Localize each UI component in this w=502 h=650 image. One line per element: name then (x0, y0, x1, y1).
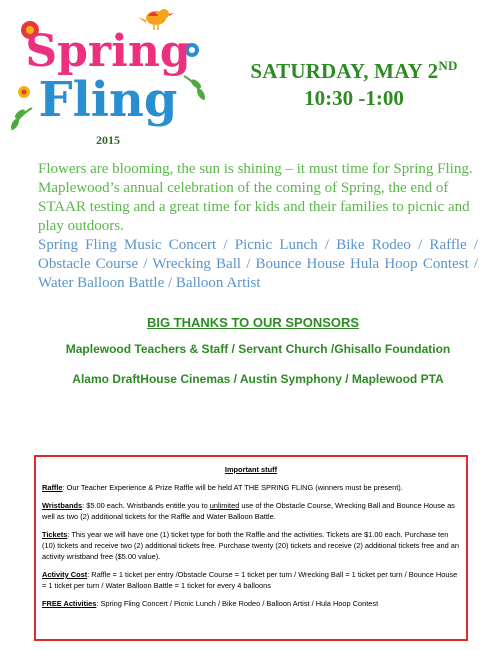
raffle-label: Raffle (42, 483, 63, 492)
logo-graphic (8, 4, 208, 154)
free-activities-text: : Spring Fling Concert / Picnic Lunch / Bike Rodeo / Balloon Artist / Hula Hoop Contest (96, 599, 379, 608)
intro-paragraph: Flowers are blooming, the sun is shining – it must time for Spring Fling. Maplewood’s annual celebration of the coming of Spring, the end of STAAR testing and a great time for kids and their families to picnic and play outdoors. (38, 161, 473, 234)
sponsors-heading: BIG THANKS TO OUR SPONSORS (146, 315, 360, 330)
activity-cost-paragraph (42, 569, 460, 591)
wristbands-unlimited: unlimited (209, 501, 240, 510)
activities-list: Spring Fling Music Concert / Picnic Lunch / Bike Rodeo / Raffle / Obstacle Course / Wrecking Ball / Bounce House Hula Hoop Contest / Water Balloon Battle / Balloon Artist (38, 237, 478, 291)
tickets-text: : This year we will have one (1) ticket type for both the Raffle and the activities. Tickets are $1.00 each. Purchase ten (10) tickets and receive two (2) additional tickets free. Purchase twenty (20) tickets and receive (2) additional tickets free and an activity wristband free ($5.00 value). (42, 530, 459, 561)
wristbands-label: Wristbands (42, 501, 83, 510)
spring-fling-logo (8, 4, 208, 154)
important-title: Important stuff (224, 465, 278, 474)
logo-word-spring: Spring (25, 26, 191, 77)
important-info-box (34, 455, 468, 641)
logo-word-fling: Fling (38, 72, 178, 128)
sponsors-line-2: Alamo DraftHouse Cinemas / Austin Symphony / Maplewood PTA (72, 372, 444, 386)
event-time: 10:30 -1:00 (304, 86, 404, 110)
event-date-main: SATURDAY, MAY 2 (250, 59, 439, 83)
event-date (214, 58, 494, 84)
activity-cost-label: Activity Cost (42, 570, 88, 579)
logo-year: 2015 (96, 133, 120, 147)
sponsors-line-1: Maplewood Teachers & Staff / Servant Church /Ghisallo Foundation (65, 342, 451, 356)
wristbands-text-a: : $5.00 each. Wristbands entitle you to (82, 501, 210, 510)
wristbands-text-b: use of the Obstacle Course, Wrecking Ball and Bounce House as well as two (2) additional tickets for the Raffle and Water Balloon Battle. (42, 501, 455, 521)
tickets-paragraph (42, 529, 460, 562)
event-date-suffix: ND (438, 58, 458, 73)
raffle-text: : Our Teacher Experience & Prize Raffle will be held AT THE SPRING FLING (winners must be present). (62, 483, 403, 492)
free-activities-paragraph (42, 598, 460, 609)
tickets-label: Tickets (42, 530, 68, 539)
wristbands-paragraph (42, 500, 460, 522)
free-activities-label: FREE Activities (42, 599, 97, 608)
activity-cost-text: : Raffle = 1 ticket per entry /Obstacle Course = 1 ticket per turn / Wrecking Ball = 1 ticket per turn / Bounce House = 1 ticket per turn / Water Balloon Battle = 1 ticket for every 4 balloons (42, 570, 458, 590)
raffle-paragraph (42, 482, 460, 493)
